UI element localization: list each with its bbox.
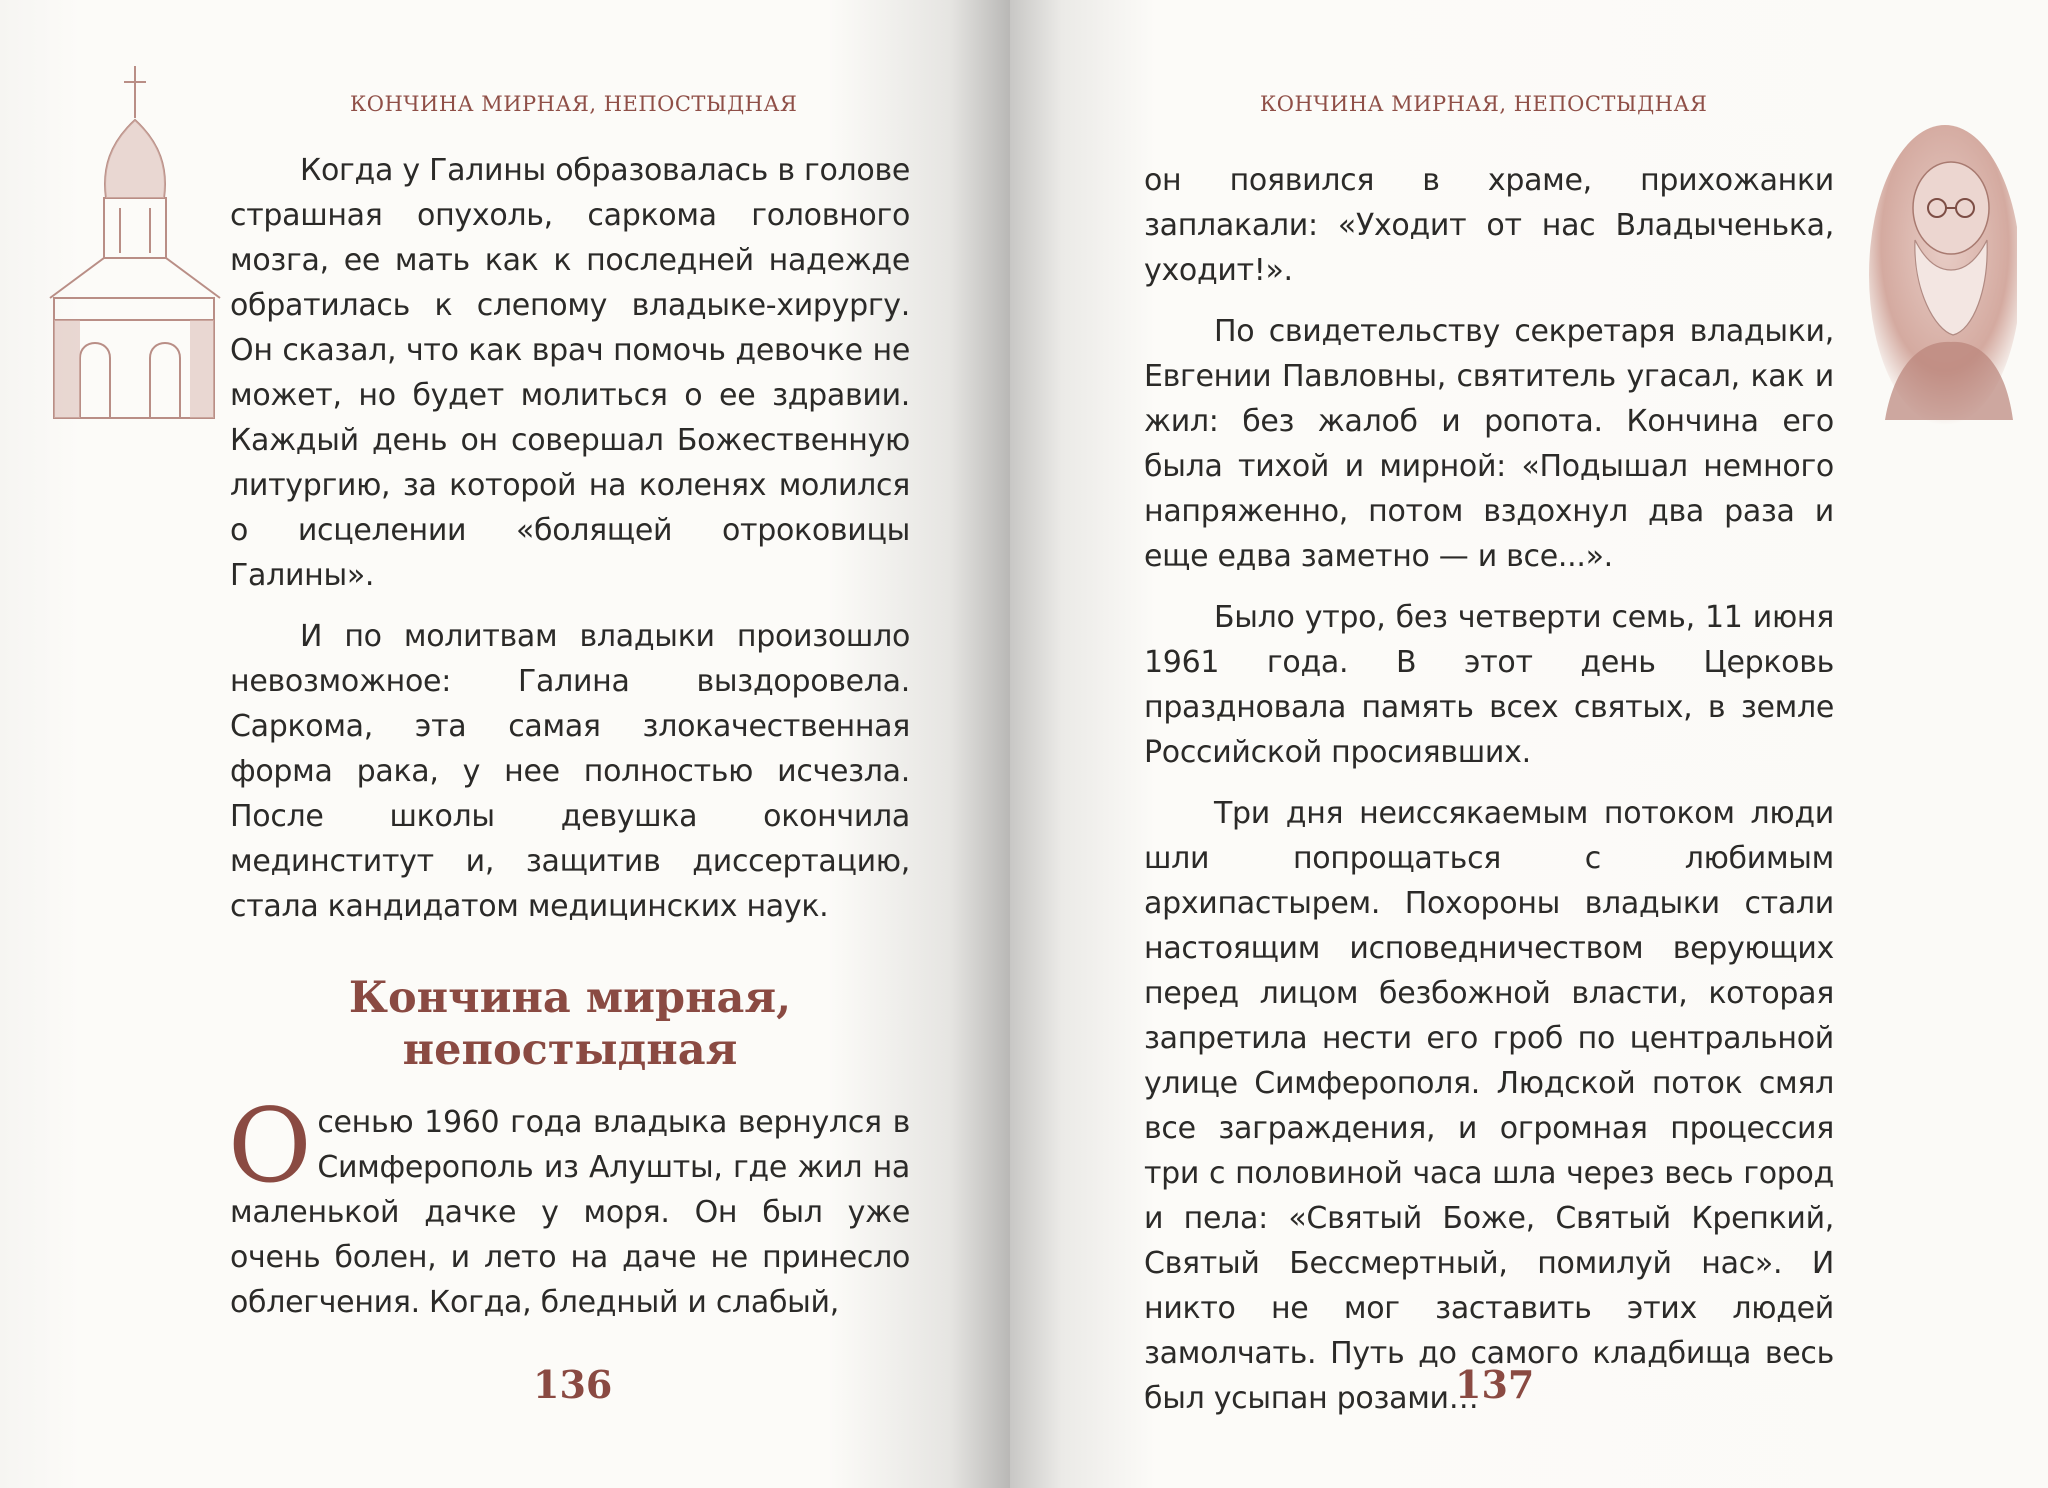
section-title-line: Кончина мирная, (348, 973, 792, 1023)
section-title (230, 972, 910, 1076)
paragraph: Три дня неиссякаемым потоком люди шли попрощаться с любимым архипастырем. Похороны владыки стали настоящим исповедничеством верующих перед лицом безбожной власти, которая запретила нести его гроб по центральной улице Симферополя. Людской поток смял все заграждения, и огромная процессия три с половиной часа шла через весь город и пела: «Святый Боже, Святый Крепкий, Святый Бессмертный, помилуй нас». И никто не мог заставить этих людей замолчать. Путь до самого кладбища весь был усыпан розами… (1144, 796, 1834, 1416)
running-head: КОНЧИНА МИРНАЯ, НЕПОСТЫДНАЯ (1260, 92, 1708, 116)
drop-cap: О (228, 1087, 312, 1206)
running-head: КОНЧИНА МИРНАЯ, НЕПОСТЫДНАЯ (350, 92, 798, 116)
left-body-text (230, 148, 910, 945)
section-paragraph-text: сенью 1960 года владыка вернулся в Симферополь из Алушты, где жил на маленькой дачке у моря. Он был уже очень болен, и лето на даче не принесло облегчения. Когда, бледный и слабый, (230, 1105, 910, 1320)
paragraph: Было утро, без четверти семь, 11 июня 1961 года. В этот день Церковь праздновала память всех святых, в земле Российской просиявших. (1144, 600, 1834, 770)
section-paragraph (228, 1087, 910, 1325)
paragraph: он появился в храме, прихожанки заплакали: «Уходит от нас Владыченька, уходит!». (1144, 163, 1834, 288)
page-number: 137 (1455, 1362, 1535, 1407)
section-title-line: непостыдная (402, 1025, 738, 1075)
church-illustration (40, 58, 230, 428)
right-page (1010, 0, 2048, 1488)
portrait-illustration (1865, 120, 2017, 440)
right-body-text (1144, 158, 1834, 1437)
section-body-text (228, 1087, 910, 1341)
paragraph: Когда у Галины образовалась в голове страшная опухоль, саркома головного мозга, ее мать как к последней надежде обратилась к слепому владыке-хирургу. Он сказал, что как врач помочь девочке не может, но будет молиться о ее здравии. Каждый день он совершал Божественную литургию, за которой на коленях молился о исцелении «болящей отроковицы Галины». (230, 153, 910, 593)
paragraph: По свидетельству секретаря владыки, Евгении Павловны, святитель угасал, как и жил: без жалоб и ропота. Кончина его была тихой и мирной: «Подышал немного напряженно, потом вздохнул два раза и еще едва заметно — и все...». (1144, 314, 1834, 574)
page-number: 136 (533, 1362, 613, 1407)
paragraph: И по молитвам владыки произошло невозможное: Галина выздоровела. Саркома, эта самая злокачественная форма рака, у нее полностью исчезла. После школы девушка окончила мединститут и, защитив диссертацию, стала кандидатом медицинских наук. (230, 619, 910, 924)
left-page (0, 0, 1010, 1488)
